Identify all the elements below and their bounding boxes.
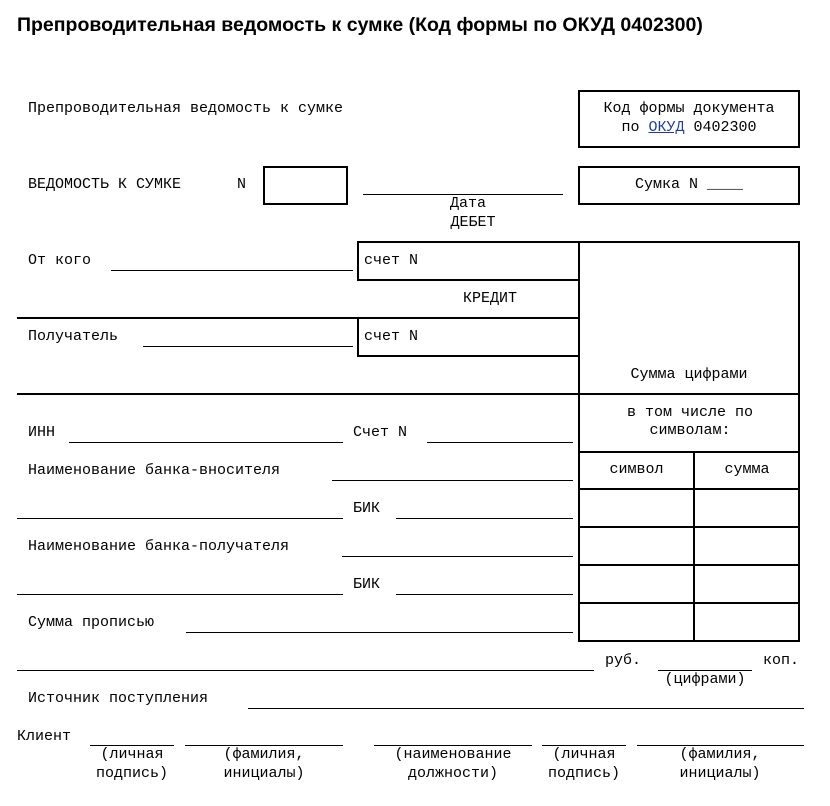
recipient-line[interactable] [143,346,353,347]
symbols-header-top [578,451,800,453]
statement-number-field[interactable] [263,166,348,205]
caption-position-a: (наименование [394,746,512,763]
bik-1-line[interactable] [396,518,573,519]
inn-label: ИНН [28,424,56,441]
debit-label: ДЕБЕТ [450,214,496,231]
sum-digits-label: Сумма цифрами [630,366,748,383]
sum-words-line-2[interactable] [17,670,594,671]
bik-2-line[interactable] [396,594,573,595]
bag-label: Сумка N ____ [634,176,744,193]
sum-words-label: Сумма прописью [28,614,155,631]
symbols-row-line [578,564,800,566]
page-title: Препроводительная ведомость к сумке (Код формы по ОКУД 0402300) [17,14,703,36]
symbols-row-line [578,526,800,528]
inn-line[interactable] [69,442,343,443]
account-label-1: счет N [364,252,419,269]
digits-caption: (цифрами) [664,671,746,688]
right-panel-left [578,241,580,642]
symbols-col-symbol: символ [609,461,664,478]
caption-position-b: должности) [407,765,498,782]
account-box-1-bottom [357,279,578,281]
caption-name-1b: инициалы) [223,765,305,782]
source-label: Источник поступления [28,690,209,707]
account-box-2-bottom [357,355,578,357]
recipient-label: Получатель [28,328,119,345]
caption-signature-1b: подпись) [95,765,168,782]
credit-label: КРЕДИТ [462,290,517,307]
account-box-1-left [357,241,359,281]
sum-digits-bottom [578,393,800,395]
symbols-col-divider [693,451,695,642]
account-box-1-top [357,241,578,243]
from-line[interactable] [111,270,353,271]
account-label-3: Счет N [353,424,408,441]
symbols-row-line [578,488,800,490]
recipient-bank-line-2[interactable] [17,594,343,595]
account-3-line[interactable] [427,442,573,443]
recipient-bank-label: Наименование банка-получателя [28,538,290,555]
caption-signature-2b: подпись) [547,765,620,782]
section-divider [17,393,578,395]
right-panel-top [578,241,800,243]
symbols-col-sum: сумма [724,461,770,478]
caption-signature-2a: (личная [552,746,616,763]
incl-symbols-label: в том числе по символам: [626,404,754,439]
caption-name-2a: (фамилия, [679,746,761,763]
symbols-table-bottom [578,640,800,642]
recipient-row-top [17,317,578,319]
account-box-2-left [357,317,359,357]
depositor-bank-label: Наименование банка-вносителя [28,462,281,479]
symbols-row-line [578,602,800,604]
statement-label: ВЕДОМОСТЬ К СУМКЕ [28,176,182,193]
client-label: Клиент [17,728,72,745]
number-label: N [237,176,247,193]
source-line[interactable] [248,708,804,709]
kop-label: коп. [763,652,800,669]
bik-label-1: БИК [353,500,381,517]
form-code-line2 [579,119,799,137]
caption-name-2b: инициалы) [679,765,761,782]
okud-link[interactable]: ОКУД [648,119,685,136]
caption-signature-1a: (личная [100,746,164,763]
date-label: Дата [449,195,486,212]
bik-label-2: БИК [353,576,381,593]
sum-words-line[interactable] [186,632,573,633]
right-panel-right [798,241,800,642]
account-label-2: счет N [364,328,419,345]
depositor-bank-line[interactable] [332,480,573,481]
okud-code: 0402300 [693,119,757,136]
okud-prefix: по [621,119,640,136]
caption-name-1a: (фамилия, [223,746,305,763]
rub-label: руб. [605,652,642,669]
depositor-bank-line-2[interactable] [17,518,343,519]
from-label: От кого [28,252,92,269]
recipient-bank-line[interactable] [342,556,573,557]
form-heading: Препроводительная ведомость к сумке [28,100,344,117]
form-code-line1: Код формы документа [603,100,775,117]
